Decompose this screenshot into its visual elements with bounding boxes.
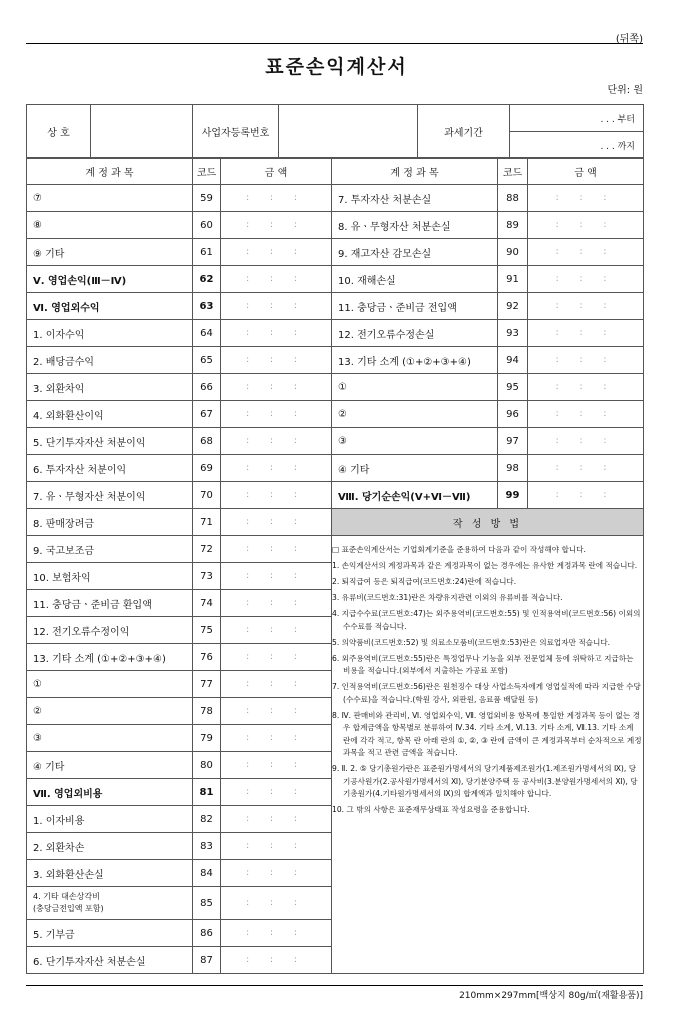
form-title: 표준손익계산서: [265, 56, 408, 78]
account-code: 61: [193, 239, 221, 266]
account-label: 9. 국고보조금: [27, 536, 193, 563]
account-code: 71: [193, 509, 221, 536]
tax-period-from[interactable]: . . . 부터: [510, 105, 644, 132]
account-code: 91: [498, 266, 528, 293]
account-code: 87: [193, 947, 221, 974]
header-code-left: 코드: [193, 158, 221, 185]
amount-field[interactable]: : : :: [221, 752, 332, 779]
amount-field[interactable]: : : :: [528, 401, 644, 428]
account-label: Ⅵ. 영업외수익: [27, 293, 193, 320]
account-code: 60: [193, 212, 221, 239]
account-code: 97: [498, 428, 528, 455]
account-code: 90: [498, 239, 528, 266]
account-label: ②: [332, 401, 498, 428]
amount-field[interactable]: : : :: [221, 347, 332, 374]
method-title: 작 성 방 법: [332, 509, 644, 536]
amount-field[interactable]: : : :: [221, 374, 332, 401]
account-code: 81: [193, 779, 221, 806]
currency-unit: 단위: 원: [607, 85, 643, 96]
account-label: Ⅴ. 영업손익(Ⅲ－Ⅳ): [27, 266, 193, 293]
amount-field[interactable]: : : :: [221, 860, 332, 887]
amount-field[interactable]: : : :: [221, 833, 332, 860]
bottom-rule: [26, 985, 643, 986]
top-rule: [26, 43, 643, 44]
instruction-item: 6. 외주용역비(코드번호:55)란은 특정업무나 기능을 외부 전문업체 등에 위탁하고 지급하는 비용을 적습니다.(외부에서 지출하는 가공료 포함): [332, 653, 634, 675]
amount-field[interactable]: : : :: [528, 266, 644, 293]
account-code: 79: [193, 725, 221, 752]
account-label: 8. 유ㆍ무형자산 처분손실: [332, 212, 498, 239]
amount-field[interactable]: : : :: [221, 806, 332, 833]
paper-spec-footer: 210mm×297mm[백상지 80g/㎡(재활용품)]: [459, 991, 643, 1001]
account-label: 8. 판매장려금: [27, 509, 193, 536]
account-code: 92: [498, 293, 528, 320]
account-label: ⑦: [27, 185, 193, 212]
header-amount-left: 금 액: [221, 158, 332, 185]
account-code: 66: [193, 374, 221, 401]
account-label: Ⅶ. 영업외비용: [27, 779, 193, 806]
amount-field[interactable]: : : :: [528, 239, 644, 266]
table-row: [27, 482, 644, 509]
account-label: 5. 기부금: [27, 920, 193, 947]
amount-field[interactable]: : : :: [221, 698, 332, 725]
amount-field[interactable]: : : :: [221, 887, 332, 920]
account-label: ②: [27, 698, 193, 725]
account-code: 93: [498, 320, 528, 347]
account-label: 5. 단기투자자산 처분이익: [27, 428, 193, 455]
instruction-item: 9. Ⅱ. 2. ⑤ 당기총원가란은 표준원가명세서의 당기제품제조원가(1.제조원가명세서의 Ⅸ), 당기공사원가(2.공사원가명세서의 Ⅺ), 당기분양주택 등 공사비(3.분양원가명세서의 Ⅺ), 당기총원가(4.기타원가명세서의 Ⅸ)의 합계액과 일치해야 합니다.: [332, 764, 638, 798]
account-label: 1. 이자수익: [27, 320, 193, 347]
table-row: [27, 266, 644, 293]
amount-field[interactable]: : : :: [528, 320, 644, 347]
header-account-left: 계 정 과 목: [27, 158, 193, 185]
account-label: 4. 기타 대손상각비 (충당금전입액 포함): [27, 887, 193, 920]
account-code: 62: [193, 266, 221, 293]
table-row: [27, 509, 644, 536]
account-code: 63: [193, 293, 221, 320]
amount-field[interactable]: : : :: [528, 185, 644, 212]
amount-field[interactable]: : : :: [221, 947, 332, 974]
account-code: 75: [193, 617, 221, 644]
tax-period-label: 과세기간: [418, 105, 510, 159]
amount-field[interactable]: : : :: [528, 455, 644, 482]
account-code: 96: [498, 401, 528, 428]
amount-field[interactable]: : : :: [221, 293, 332, 320]
account-code: 88: [498, 185, 528, 212]
account-label: 6. 단기투자자산 처분손실: [27, 947, 193, 974]
account-label: 7. 투자자산 처분손실: [332, 185, 498, 212]
amount-field[interactable]: : : :: [221, 563, 332, 590]
account-label: ④ 기타: [27, 752, 193, 779]
account-label: 2. 배당금수익: [27, 347, 193, 374]
amount-field[interactable]: : : :: [221, 401, 332, 428]
amount-field[interactable]: : : :: [221, 725, 332, 752]
account-label: ①: [27, 671, 193, 698]
instruction-item: 8. Ⅳ. 판매비와 관리비, Ⅵ. 영업외수익, Ⅶ. 영업외비용 항목에 통일한 계정과목 등이 없는 경우 합계금액을 항목별로 분류하여 Ⅳ.34. 기타 소계, Ⅵ.13. 기타 소계, Ⅶ.13. 기타 소계 란에 각각 적고, 항목 란 아래 란의 ①, ②, ③ 란에 금액이 큰 계정과목부터 순차적으로 계정과목을 적고 관련 금액을 적습니다.: [332, 710, 642, 757]
amount-field[interactable]: : : :: [221, 671, 332, 698]
amount-field[interactable]: : : :: [221, 482, 332, 509]
account-code: 70: [193, 482, 221, 509]
amount-field[interactable]: : : :: [221, 536, 332, 563]
account-label: 3. 외화환산손실: [27, 860, 193, 887]
amount-field[interactable]: : : :: [221, 266, 332, 293]
table-row: [27, 374, 644, 401]
account-label: 2. 외환차손: [27, 833, 193, 860]
account-code: 80: [193, 752, 221, 779]
instructions-block: [332, 544, 643, 820]
instruction-item: 10. 그 밖의 사항은 표준재무상태표 작성요령을 준용합니다.: [332, 805, 530, 814]
account-label: ⑧: [27, 212, 193, 239]
header-code-right: 코드: [498, 158, 528, 185]
account-label: 7. 유ㆍ무형자산 처분이익: [27, 482, 193, 509]
account-code: 77: [193, 671, 221, 698]
amount-field[interactable]: : : :: [221, 212, 332, 239]
amount-field[interactable]: : : :: [528, 347, 644, 374]
table-row: [27, 239, 644, 266]
account-label: 13. 기타 소계 (①+②+③+④): [332, 347, 498, 374]
table-row: [27, 428, 644, 455]
account-code: 69: [193, 455, 221, 482]
business-number-field[interactable]: [279, 105, 418, 159]
account-code: 82: [193, 806, 221, 833]
instruction-item: 1. 손익계산서의 계정과목과 같은 계정과목이 없는 경우에는 유사한 계정과목 란에 적습니다.: [332, 561, 638, 570]
account-code: 84: [193, 860, 221, 887]
account-code: 59: [193, 185, 221, 212]
amount-field[interactable]: : : :: [221, 590, 332, 617]
amount-field[interactable]: : : :: [221, 779, 332, 806]
amount-field[interactable]: : : :: [221, 428, 332, 455]
account-code: 67: [193, 401, 221, 428]
header-amount-right: 금 액: [528, 158, 644, 185]
account-label: 3. 외환차익: [27, 374, 193, 401]
account-label: 12. 전기오류수정손실: [332, 320, 498, 347]
header-info-table: [26, 104, 644, 159]
account-label: ①: [332, 374, 498, 401]
account-label: ③: [332, 428, 498, 455]
account-label: Ⅷ. 당기순손익(Ⅴ+Ⅵ－Ⅶ): [332, 482, 498, 509]
account-code: 68: [193, 428, 221, 455]
amount-field[interactable]: : : :: [528, 293, 644, 320]
business-number-label: 사업자등록번호: [193, 105, 279, 159]
company-name-field[interactable]: [91, 105, 193, 159]
amount-field[interactable]: : : :: [221, 644, 332, 671]
account-code: 89: [498, 212, 528, 239]
account-label: 6. 투자자산 처분이익: [27, 455, 193, 482]
column-header-row: [27, 158, 644, 185]
account-label: 12. 전기오류수정이익: [27, 617, 193, 644]
tax-period-to[interactable]: . . . 까지: [510, 132, 644, 159]
table-row: [27, 320, 644, 347]
instruction-item: 3. 유류비(코드번호:31)란은 차량유지관련 이외의 유류비를 적습니다.: [332, 593, 563, 602]
amount-field[interactable]: : : :: [528, 482, 644, 509]
account-code: 83: [193, 833, 221, 860]
table-row: [27, 212, 644, 239]
table-row: [27, 293, 644, 320]
account-code: 74: [193, 590, 221, 617]
account-code: 95: [498, 374, 528, 401]
page-side-label: (뒤쪽): [615, 34, 643, 45]
account-code: 65: [193, 347, 221, 374]
company-name-label: 상 호: [27, 105, 91, 159]
instruction-item: 5. 의약품비(코드번호:52) 및 의료소모품비(코드번호:53)란은 의료업자만 적습니다.: [332, 637, 611, 647]
account-label: 11. 충당금ㆍ준비금 전입액: [332, 293, 498, 320]
account-code: 98: [498, 455, 528, 482]
amount-field[interactable]: : : :: [221, 509, 332, 536]
account-label: 11. 충당금ㆍ준비금 환입액: [27, 590, 193, 617]
account-label: ⑨ 기타: [27, 239, 193, 266]
account-code: 94: [498, 347, 528, 374]
instruction-item: 2. 퇴직급여 등은 퇴직급여(코드번호:24)란에 적습니다.: [332, 577, 517, 586]
amount-field[interactable]: : : :: [528, 374, 644, 401]
table-row: [27, 401, 644, 428]
amount-field[interactable]: : : :: [221, 185, 332, 212]
account-label: ③: [27, 725, 193, 752]
account-label: 13. 기타 소계 (①+②+③+④): [27, 644, 193, 671]
account-code: 64: [193, 320, 221, 347]
account-code: 72: [193, 536, 221, 563]
account-label: 4. 외화환산이익: [27, 401, 193, 428]
amount-field[interactable]: : : :: [221, 617, 332, 644]
amount-field[interactable]: : : :: [221, 920, 332, 947]
amount-field[interactable]: : : :: [528, 428, 644, 455]
account-label: 10. 재해손실: [332, 266, 498, 293]
amount-field[interactable]: : : :: [221, 320, 332, 347]
instruction-item: 4. 지급수수료(코드번호:47)는 외주용역비(코드번호:55) 및 인적용역비(코드번호:56) 이외의 수수료를 적습니다.: [332, 609, 641, 631]
account-label: 10. 보험차익: [27, 563, 193, 590]
header-account-right: 계 정 과 목: [332, 158, 498, 185]
account-label: 1. 이자비용: [27, 806, 193, 833]
account-code: 78: [193, 698, 221, 725]
account-label: ④ 기타: [332, 455, 498, 482]
table-row: [27, 455, 644, 482]
account-code: 85: [193, 887, 221, 920]
account-label: 9. 재고자산 감모손실: [332, 239, 498, 266]
table-row: [27, 185, 644, 212]
account-code: 76: [193, 644, 221, 671]
instruction-item: □ 표준손익계산서는 기업회계기준을 준용하여 다음과 같이 작성해야 합니다.: [332, 545, 586, 554]
account-code: 86: [193, 920, 221, 947]
instruction-item: 7. 인적용역비(코드번호:56)란은 원천징수 대상 사업소득자에게 영업실적에 따라 지급한 수당(수수료)을 적습니다.(학원 강사, 외판원, 음료품 배달원 등): [332, 682, 641, 704]
amount-field[interactable]: : : :: [221, 239, 332, 266]
amount-field[interactable]: : : :: [221, 455, 332, 482]
table-row: [27, 347, 644, 374]
account-code: 73: [193, 563, 221, 590]
account-code: 99: [498, 482, 528, 509]
amount-field[interactable]: : : :: [528, 212, 644, 239]
